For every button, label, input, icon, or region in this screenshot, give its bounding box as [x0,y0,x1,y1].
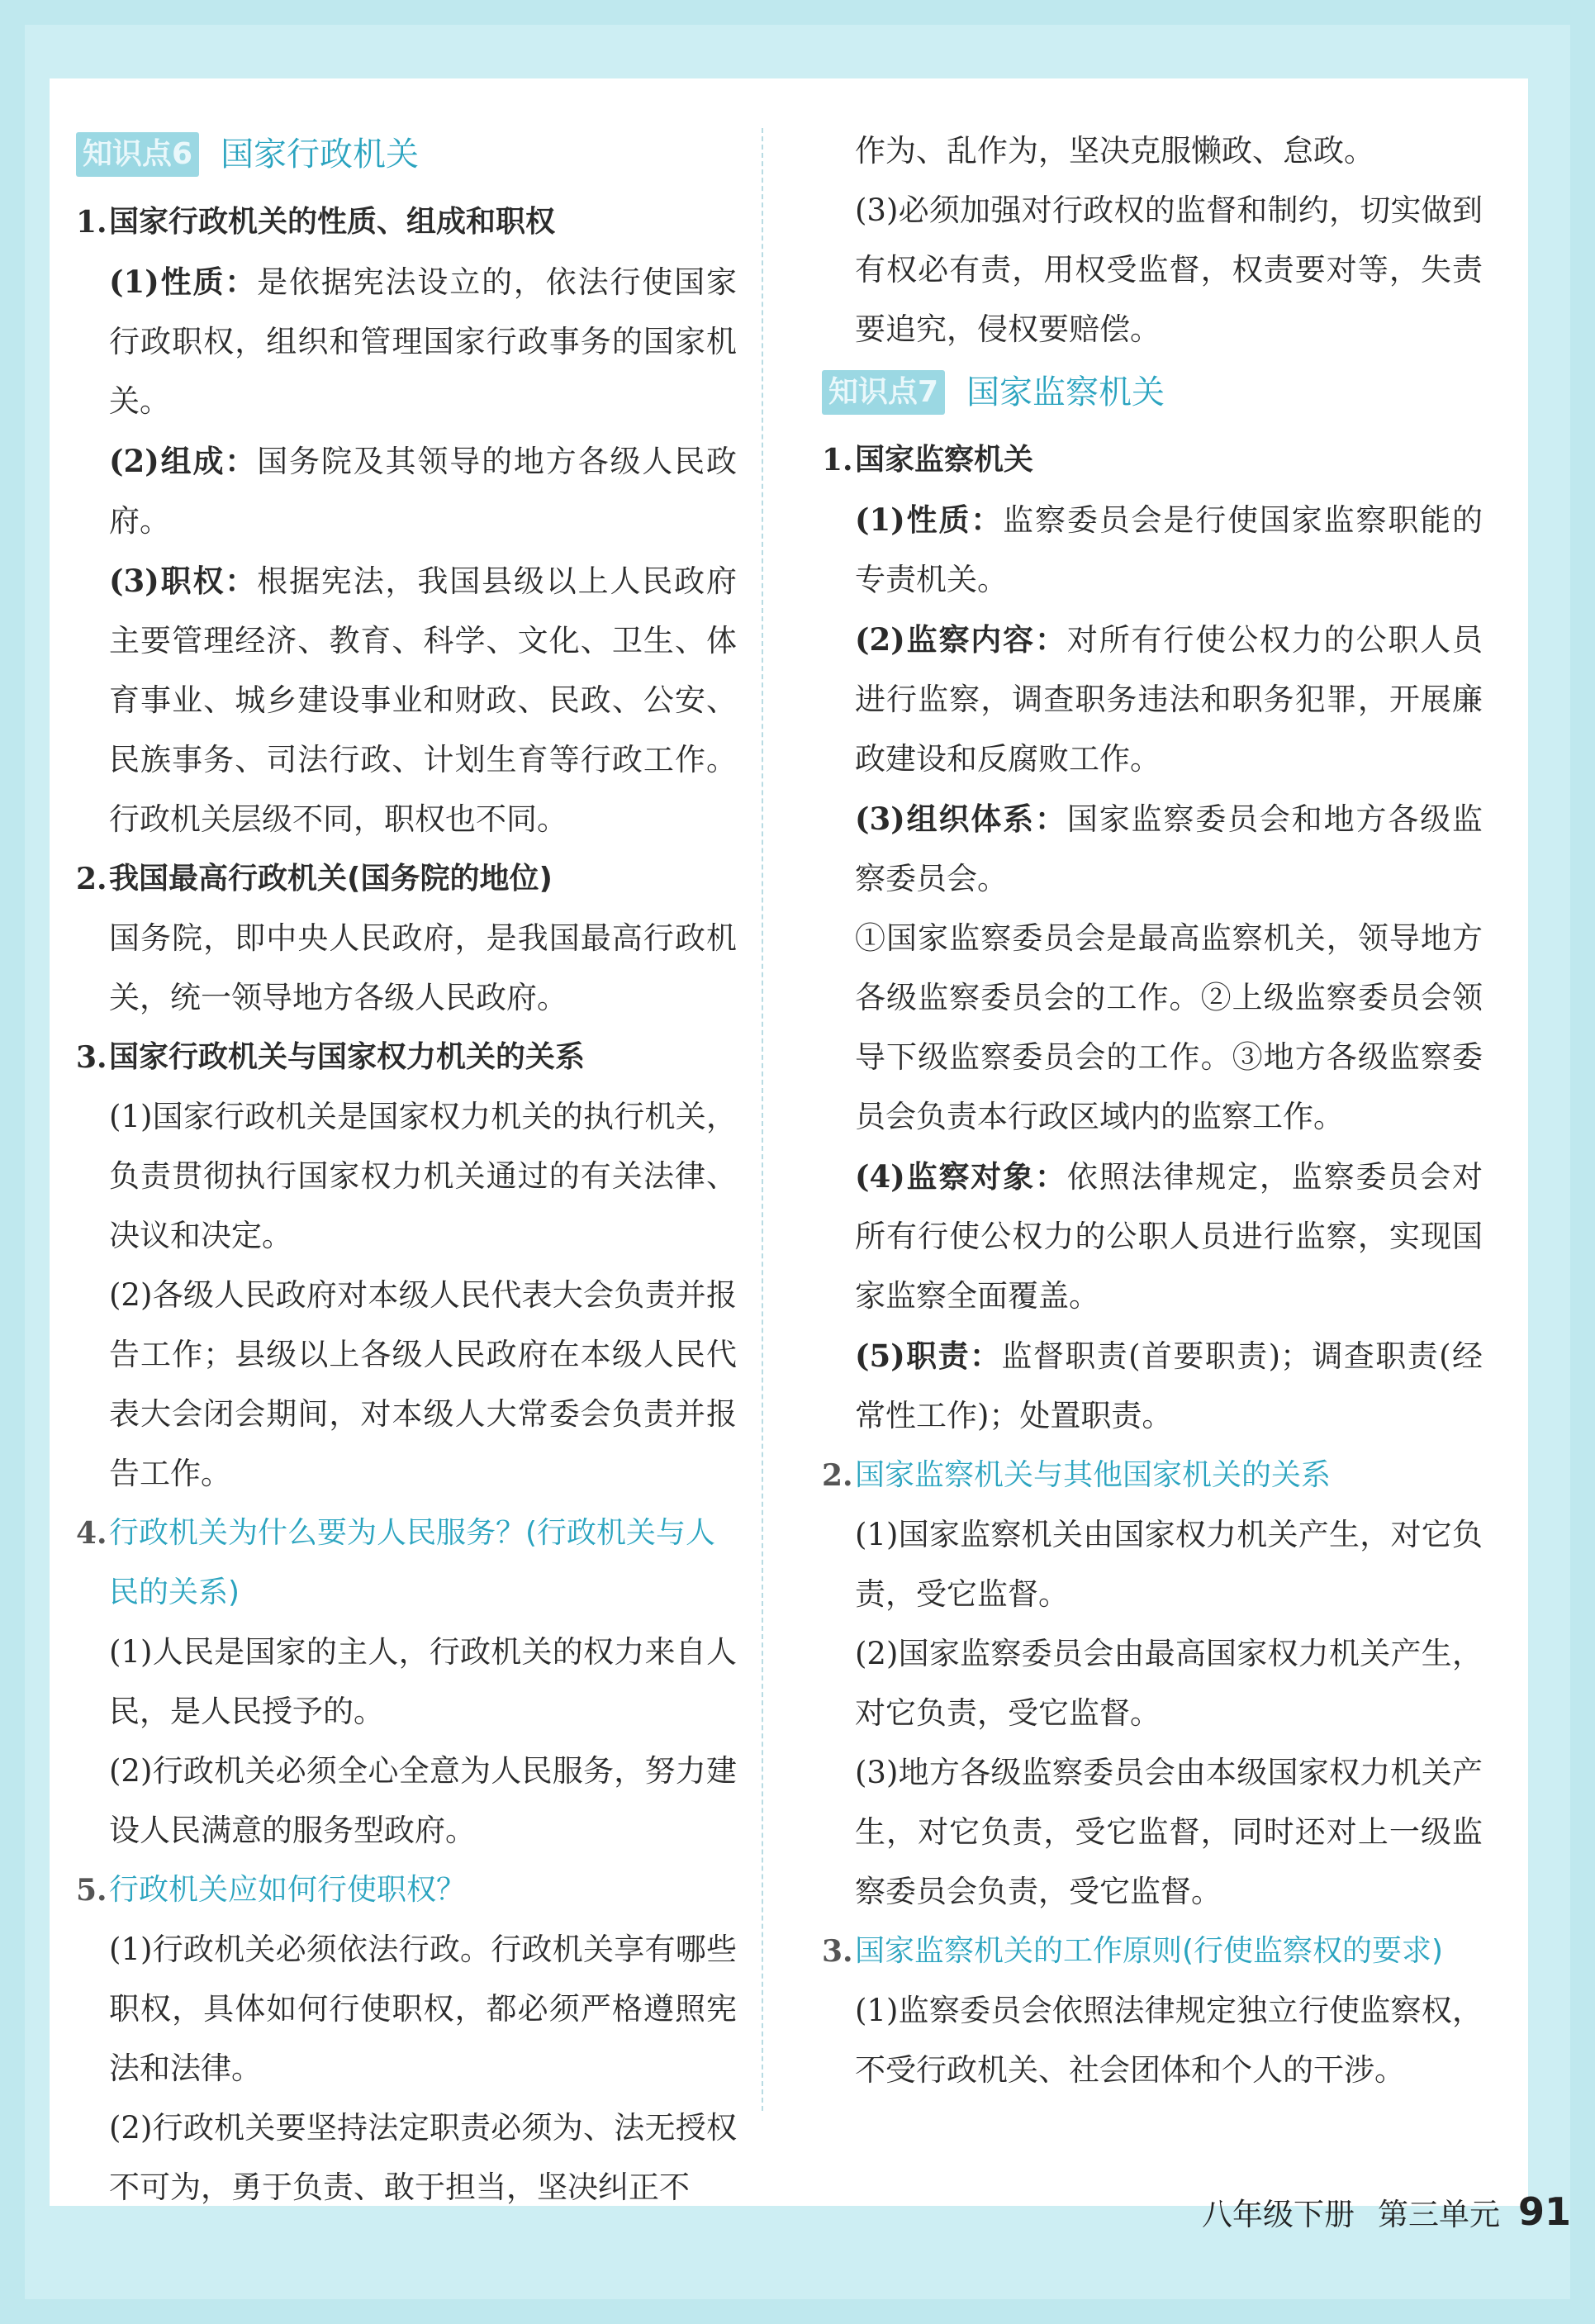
knowledge-point-7-header [822,359,1483,425]
section-number: 2. [822,1458,853,1493]
term-text: 监督职责(首要职责)；调查职责(经常性工作)；处置职责。 [855,1338,1483,1433]
paragraph [822,1147,1483,1326]
section-heading-question [76,1504,737,1623]
section-number: 4. [76,1516,107,1551]
page-number: 91 [1518,2189,1572,2234]
paragraph: (1)行政机关必须依法行政。行政机关享有哪些职权，具体如何行使职权，都必须严格遵照宪法和法律。 [109,1932,737,2086]
paragraph: (1)国家行政机关是国家权力机关的执行机关，负责贯彻执行国家权力机关通过的有关法律、决议和决定。 [109,1099,737,1253]
right-column [822,121,1483,2100]
paragraph: (3)地方各级监察委员会由本级国家权力机关产生，对它负责，受它监督，同时还对上一级监察委员会负责，受它监督。 [855,1755,1483,1909]
section-heading [822,430,1483,490]
knowledge-point-badge: 知识点6 [76,132,199,177]
knowledge-point-badge: 知识点7 [822,370,945,415]
section-title: 国家行政机关的性质、组成和职权 [109,205,556,239]
paragraph: (1)人民是国家的主人，行政机关的权力来自人民，是人民授予的。 [109,1634,737,1729]
knowledge-point-title: 国家行政机关 [221,135,420,173]
left-column [76,121,737,2217]
paragraph [76,431,737,551]
section-number: 1. [76,205,107,240]
section-number: 2. [76,862,107,896]
knowledge-point-6-header [76,121,737,188]
section-title: 行政机关为什么要为人民服务？(行政机关与人民的关系) [109,1516,716,1609]
term-label: (3)职权： [109,563,258,599]
section-number: 5. [76,1873,107,1908]
knowledge-point-title: 国家监察机关 [966,373,1165,411]
paragraph: (1)国家监察机关由国家权力机关产生，对它负责，受它监督。 [855,1517,1483,1612]
section-heading-question [822,1446,1483,1505]
term-label: (1)性质： [109,264,258,300]
term-text: 国家监察委员会和地方各级监察委员会。 [855,801,1483,896]
section-number: 3. [76,1040,107,1075]
textbook-page [50,78,1572,2234]
section-heading-question [76,1861,737,1920]
term-text: 监察委员会是行使国家监察职能的专责机关。 [855,502,1483,597]
term-label: (2)组成： [109,443,258,479]
paragraph [822,610,1483,789]
section-number: 3. [822,1934,853,1969]
term-label: (1)性质： [855,501,1004,538]
paragraph [822,789,1483,909]
paragraph: (2)行政机关要坚持法定职责必须为、法无授权不可为，勇于负责、敢于担当，坚决纠正不 [109,2110,737,2205]
footer-grade: 八年级下册 [1202,2197,1355,2232]
paragraph: (3)必须加强对行政权的监督和制约，切实做到有权必有责，用权受监督，权责要对等，失责要追究，侵权要赔偿。 [855,192,1483,347]
footer-unit: 第三单元 [1378,2197,1500,2232]
section-title: 国家监察机关的工作原则(行使监察权的要求) [855,1934,1444,1968]
section-heading [76,1028,737,1087]
section-heading [76,849,737,909]
term-label: (3)组织体系： [855,801,1067,837]
section-title: 国家行政机关与国家权力机关的关系 [109,1040,586,1074]
term-text: 国务院及其领导的地方各级人民政府。 [109,444,738,539]
section-title: 我国最高行政机关(国务院的地位) [109,862,553,896]
paragraph: (2)行政机关必须全心全意为人民服务，努力建设人民满意的服务型政府。 [109,1753,737,1848]
paragraph: (1)监察委员会依照法律规定独立行使监察权，不受行政机关、社会团体和个人的干涉。 [855,1993,1483,2088]
term-label: (4)监察对象： [855,1158,1067,1195]
paragraph: (2)国家监察委员会由最高国家权力机关产生，对它负责，受它监督。 [855,1636,1483,1731]
term-text: 是依据宪法设立的，依法行使国家行政职权，组织和管理国家行政事务的国家机关。 [109,264,738,419]
paragraph: 国务院，即中央人民政府，是我国最高行政机关，统一领导地方各级人民政府。 [109,920,737,1015]
section-title: 行政机关应如何行使职权？ [109,1873,467,1907]
section-heading [76,192,737,252]
section-heading-question [822,1922,1483,1981]
term-label: (5)职责： [855,1338,1002,1374]
paragraph [822,1326,1483,1446]
term-label: (2)监察内容： [855,621,1067,658]
paragraph [76,551,737,849]
paragraph [822,490,1483,610]
section-title: 国家监察机关与其他国家机关的关系 [855,1458,1332,1492]
paragraph: ①国家监察委员会是最高监察机关，领导地方各级监察委员会的工作。②上级监察委员会领导下级监察委员会的工作。③地方各级监察委员会负责本行政区域内的监察工作。 [855,920,1483,1134]
term-text: 依照法律规定，监察委员会对所有行使公权力的公职人员进行监察，实现国家监察全面覆盖。 [855,1159,1483,1314]
section-title: 国家监察机关 [855,443,1034,477]
column-divider [762,128,763,2111]
paragraph: (2)各级人民政府对本级人民代表大会负责并报告工作；县级以上各级人民政府在本级人民代表大会闭会期间，对本级人大常委会负责并报告工作。 [109,1277,737,1491]
page-footer [1202,2189,1571,2234]
section-number: 1. [822,443,853,478]
term-text: 根据宪法，我国县级以上人民政府主要管理经济、教育、科学、文化、卫生、体育事业、城乡建设事业和财政、民政、公安、民族事务、司法行政、计划生育等行政工作。行政机关层级不同，职权也不同。 [109,563,738,837]
paragraph-continued: 作为、乱作为，坚决克服懒政、怠政。 [855,133,1374,169]
term-text: 对所有行使公权力的公职人员进行监察，调查职务违法和职务犯罪，开展廉政建设和反腐败工作。 [855,622,1483,777]
paragraph [76,252,737,431]
